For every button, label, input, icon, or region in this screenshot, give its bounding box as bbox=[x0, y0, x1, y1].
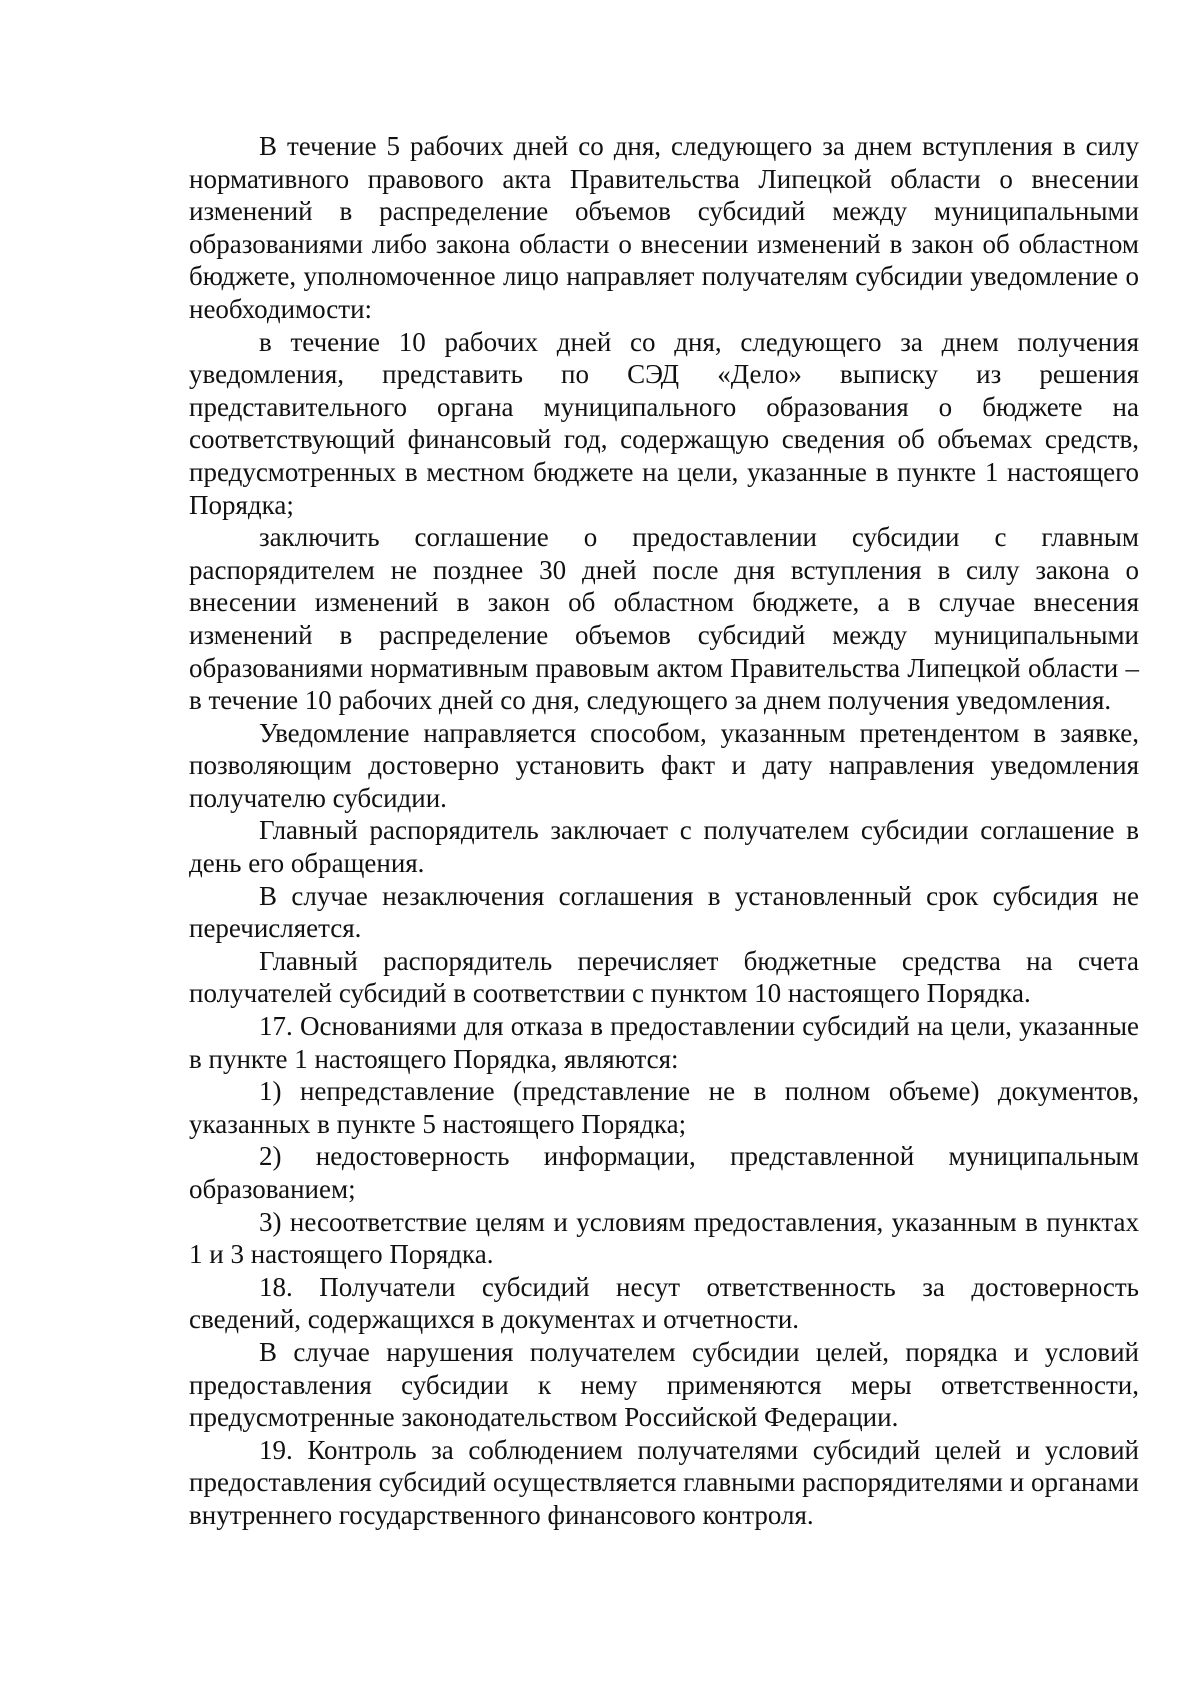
paragraph: 17. Основаниями для отказа в предоставлении субсидий на цели, указанные в пункте 1 настоящего Порядка, являются: bbox=[189, 1011, 1139, 1074]
paragraph: Главный распорядитель перечисляет бюджетные средства на счета получателей субсидий в соответствии с пунктом 10 настоящего Порядка. bbox=[189, 945, 1139, 1009]
paragraph: Главный распорядитель заключает с получателем субсидии соглашение в день его обращения. bbox=[189, 815, 1139, 879]
paragraph: Уведомление направляется способом, указанным претендентом в заявке, позволяющим достоверно установить факт и дату направления уведомления получателю субсидии. bbox=[189, 717, 1139, 813]
paragraph: 2) недостоверность информации, представленной муниципальным образованием; bbox=[189, 1141, 1139, 1204]
paragraph: В случае незаключения соглашения в установленный срок субсидия не перечисляется. bbox=[189, 880, 1139, 944]
paragraph: В случае нарушения получателем субсидии целей, порядка и условий предоставления субсидии к нему применяются меры ответственности, предусмотренные законодательством Российской Федерации. bbox=[189, 1336, 1139, 1433]
paragraph: 3) несоответствие целям и условиям предоставления, указанным в пунктах 1 и 3 настоящего Порядка. bbox=[189, 1206, 1139, 1270]
paragraph: В течение 5 рабочих дней со дня, следующего за днем вступления в силу нормативного правового акта Правительства Липецкой области о внесении изменений в распределение объемов субсидий между муниципальными образованиями либо закона области о внесении изменений в закон об областном бюджете, уполномоченное лицо направляет получателям субсидии уведомление о необходимости: bbox=[189, 131, 1139, 324]
paragraph: 19. Контроль за соблюдением получателями субсидий целей и условий предоставления субсидий осуществляется главными распорядителями и органами внутреннего государственного финансового контроля. bbox=[189, 1434, 1139, 1530]
paragraph: 1) непредставление (представление не в полном объеме) документов, указанных в пункте 5 настоящего Порядка; bbox=[189, 1076, 1139, 1139]
paragraph: заключить соглашение о предоставлении субсидии с главным распорядителем не позднее 30 дней после дня вступления в силу закона о внесении изменений в закон об областном бюджете, а в случае внесения изменений в распределение объемов субсидий между муниципальными образованиями нормативным правовым актом Правительства Липецкой области – в течение 10 рабочих дней со дня, следующего за днем получения уведомления. bbox=[189, 522, 1139, 716]
document-body bbox=[189, 130, 1139, 1532]
paragraph: в течение 10 рабочих дней со дня, следующего за днем получения уведомления, представить по СЭД «Дело» выписку из решения представительного органа муниципального образования о бюджете на соответствующий финансовый год, содержащую сведения об объемах средств, предусмотренных в местном бюджете на цели, указанные в пункте 1 настоящего Порядка; bbox=[189, 326, 1139, 520]
paragraph: 18. Получатели субсидий несут ответственность за достоверность сведений, содержащихся в документах и отчетности. bbox=[189, 1271, 1139, 1335]
